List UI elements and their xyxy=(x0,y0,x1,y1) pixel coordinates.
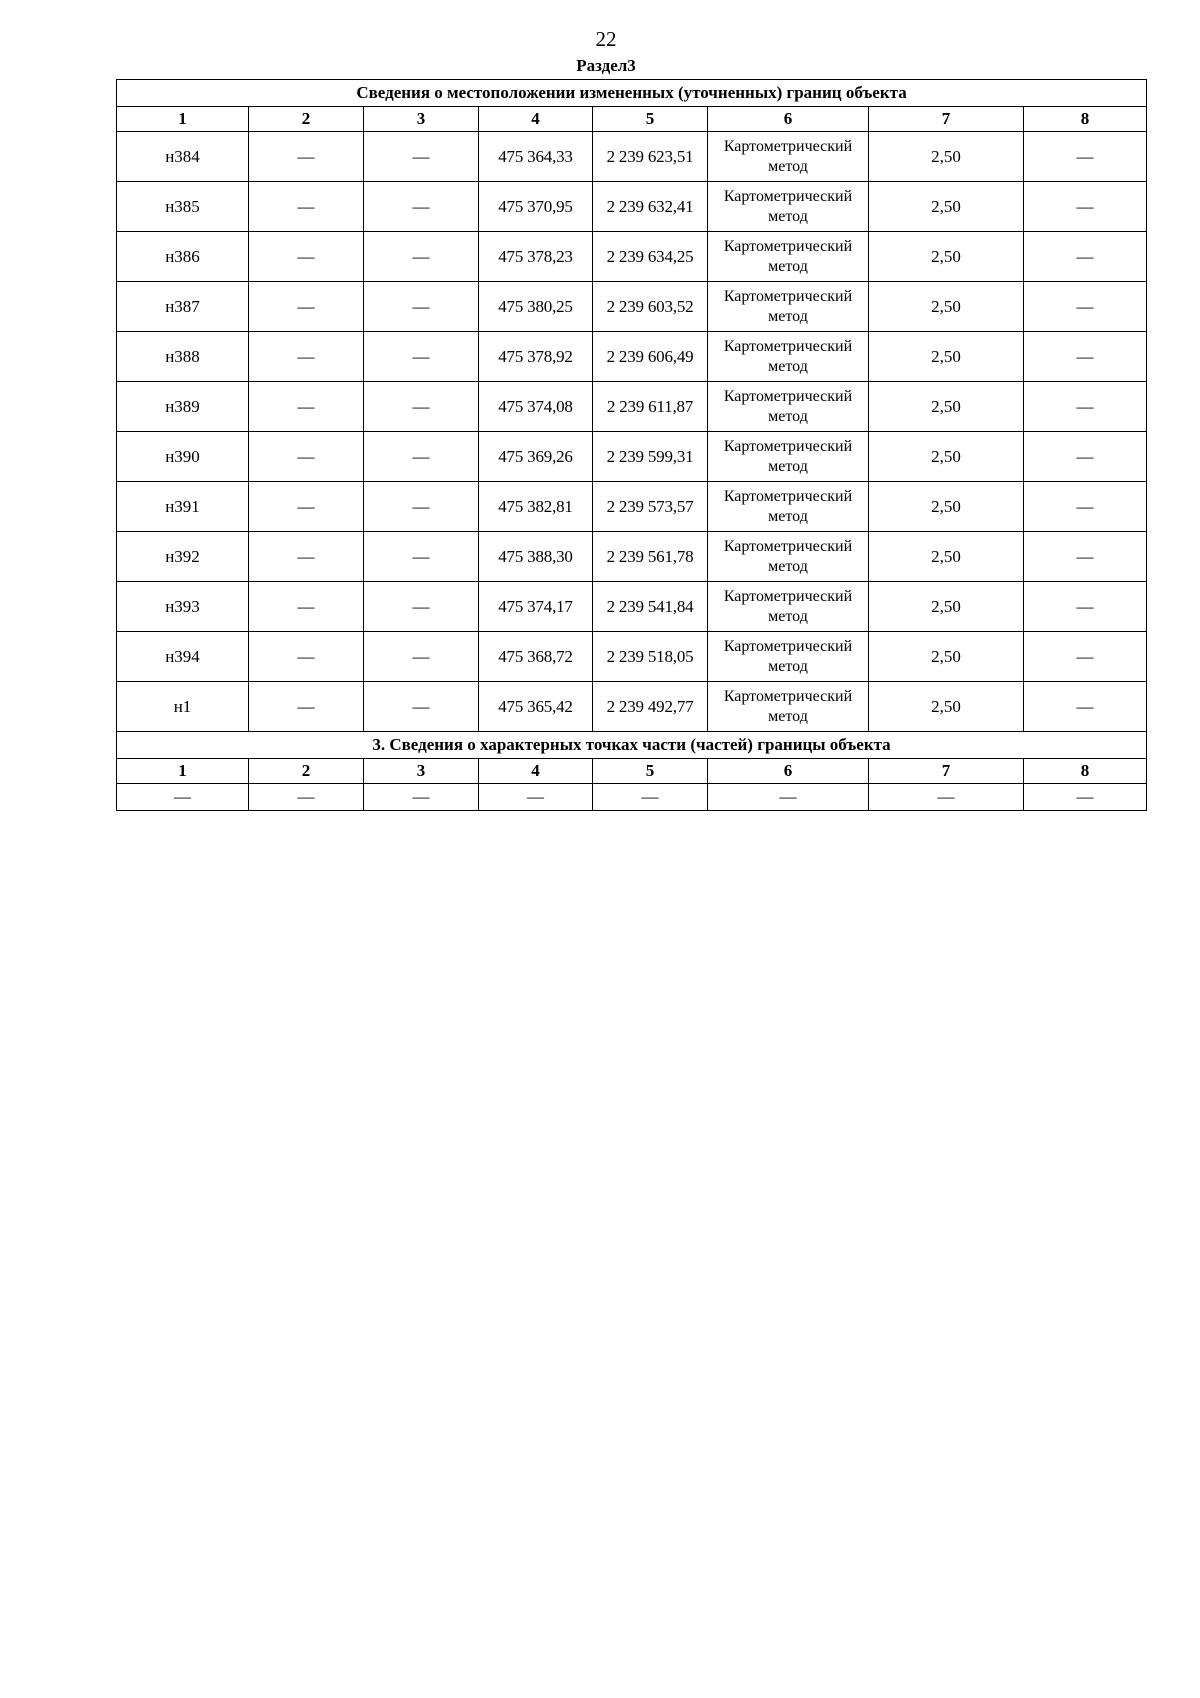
table1-header-row xyxy=(117,107,1147,132)
accuracy-cell: 2,50 xyxy=(869,582,1024,632)
empty-value-cell: — xyxy=(1024,182,1147,232)
boundary-table xyxy=(116,79,1147,811)
method-cell: Картометрический метод xyxy=(708,382,869,432)
y-coordinate-cell: 2 239 599,31 xyxy=(593,432,708,482)
empty-value-cell: — xyxy=(1024,282,1147,332)
boundary-table-body xyxy=(117,80,1147,811)
empty-value-cell: — xyxy=(249,432,364,482)
x-coordinate-cell: 475 378,23 xyxy=(479,232,593,282)
point-name-cell: н388 xyxy=(117,332,249,382)
method-cell: Картометрический метод xyxy=(708,282,869,332)
method-cell: Картометрический метод xyxy=(708,682,869,732)
empty-value-cell: — xyxy=(364,682,479,732)
column-header: 4 xyxy=(479,107,593,132)
table-row xyxy=(117,482,1147,532)
x-coordinate-cell: 475 369,26 xyxy=(479,432,593,482)
table-row xyxy=(117,232,1147,282)
accuracy-cell: 2,50 xyxy=(869,182,1024,232)
y-coordinate-cell: 2 239 611,87 xyxy=(593,382,708,432)
x-coordinate-cell: 475 382,81 xyxy=(479,482,593,532)
column-header: 5 xyxy=(593,107,708,132)
method-cell: Картометрический метод xyxy=(708,232,869,282)
column-header: 1 xyxy=(117,107,249,132)
x-coordinate-cell: 475 365,42 xyxy=(479,682,593,732)
column-header: 5 xyxy=(593,759,708,784)
table2-caption: 3. Сведения о характерных точках части (частей) границы объекта xyxy=(117,732,1147,759)
y-coordinate-cell: 2 239 606,49 xyxy=(593,332,708,382)
empty-value-cell: — xyxy=(364,132,479,182)
empty-value-cell: — xyxy=(249,632,364,682)
empty-value-cell: — xyxy=(1024,482,1147,532)
empty-value-cell: — xyxy=(1024,632,1147,682)
x-coordinate-cell: 475 370,95 xyxy=(479,182,593,232)
column-header: 7 xyxy=(869,759,1024,784)
table-row xyxy=(117,582,1147,632)
y-coordinate-cell: 2 239 492,77 xyxy=(593,682,708,732)
accuracy-cell: 2,50 xyxy=(869,532,1024,582)
point-name-cell: н391 xyxy=(117,482,249,532)
empty-value-cell: — xyxy=(364,282,479,332)
y-coordinate-cell: 2 239 561,78 xyxy=(593,532,708,582)
table2-header-row xyxy=(117,759,1147,784)
table-row xyxy=(117,432,1147,482)
empty-value-cell: — xyxy=(364,182,479,232)
empty-value-cell: — xyxy=(249,784,364,811)
point-name-cell: н387 xyxy=(117,282,249,332)
method-cell: Картометрический метод xyxy=(708,182,869,232)
point-name-cell: н394 xyxy=(117,632,249,682)
empty-value-cell: — xyxy=(1024,332,1147,382)
accuracy-cell: 2,50 xyxy=(869,282,1024,332)
point-name-cell: н386 xyxy=(117,232,249,282)
column-header: 8 xyxy=(1024,107,1147,132)
empty-value-cell: — xyxy=(249,382,364,432)
table-row xyxy=(117,282,1147,332)
x-coordinate-cell: 475 374,08 xyxy=(479,382,593,432)
empty-value-cell: — xyxy=(593,784,708,811)
x-coordinate-cell: 475 378,92 xyxy=(479,332,593,382)
column-header: 6 xyxy=(708,107,869,132)
x-coordinate-cell: 475 388,30 xyxy=(479,532,593,582)
empty-value-cell: — xyxy=(249,182,364,232)
empty-value-cell: — xyxy=(1024,382,1147,432)
empty-value-cell: — xyxy=(1024,232,1147,282)
x-coordinate-cell: 475 380,25 xyxy=(479,282,593,332)
empty-value-cell: — xyxy=(1024,582,1147,632)
table-row xyxy=(117,182,1147,232)
empty-value-cell: — xyxy=(364,632,479,682)
table-row xyxy=(117,784,1147,811)
table-row xyxy=(117,132,1147,182)
column-header: 3 xyxy=(364,107,479,132)
method-cell: Картометрический метод xyxy=(708,532,869,582)
y-coordinate-cell: 2 239 518,05 xyxy=(593,632,708,682)
empty-value-cell: — xyxy=(364,784,479,811)
empty-value-cell: — xyxy=(869,784,1024,811)
y-coordinate-cell: 2 239 632,41 xyxy=(593,182,708,232)
accuracy-cell: 2,50 xyxy=(869,232,1024,282)
method-cell: Картометрический метод xyxy=(708,482,869,532)
empty-value-cell: — xyxy=(249,332,364,382)
x-coordinate-cell: 475 374,17 xyxy=(479,582,593,632)
empty-value-cell: — xyxy=(364,582,479,632)
column-header: 3 xyxy=(364,759,479,784)
empty-value-cell: — xyxy=(364,532,479,582)
empty-value-cell: — xyxy=(117,784,249,811)
section-title: Раздел3 xyxy=(576,56,636,75)
y-coordinate-cell: 2 239 634,25 xyxy=(593,232,708,282)
column-header: 2 xyxy=(249,759,364,784)
table-row xyxy=(117,682,1147,732)
point-name-cell: н392 xyxy=(117,532,249,582)
empty-value-cell: — xyxy=(249,532,364,582)
column-header: 4 xyxy=(479,759,593,784)
table1-caption: Сведения о местоположении измененных (уточненных) границ объекта xyxy=(117,80,1147,107)
table-row xyxy=(117,532,1147,582)
accuracy-cell: 2,50 xyxy=(869,332,1024,382)
empty-value-cell: — xyxy=(1024,132,1147,182)
method-cell: Картометрический метод xyxy=(708,332,869,382)
column-header: 1 xyxy=(117,759,249,784)
y-coordinate-cell: 2 239 541,84 xyxy=(593,582,708,632)
accuracy-cell: 2,50 xyxy=(869,382,1024,432)
page-number: 22 xyxy=(595,27,617,51)
empty-value-cell: — xyxy=(708,784,869,811)
method-cell: Картометрический метод xyxy=(708,132,869,182)
empty-value-cell: — xyxy=(364,482,479,532)
table2-caption-row xyxy=(117,732,1147,759)
empty-value-cell: — xyxy=(1024,532,1147,582)
empty-value-cell: — xyxy=(249,232,364,282)
column-header: 6 xyxy=(708,759,869,784)
empty-value-cell: — xyxy=(249,482,364,532)
accuracy-cell: 2,50 xyxy=(869,432,1024,482)
accuracy-cell: 2,50 xyxy=(869,632,1024,682)
point-name-cell: н385 xyxy=(117,182,249,232)
empty-value-cell: — xyxy=(364,382,479,432)
empty-value-cell: — xyxy=(249,582,364,632)
table1-caption-row xyxy=(117,80,1147,107)
empty-value-cell: — xyxy=(364,432,479,482)
y-coordinate-cell: 2 239 573,57 xyxy=(593,482,708,532)
empty-value-cell: — xyxy=(479,784,593,811)
point-name-cell: н384 xyxy=(117,132,249,182)
column-header: 8 xyxy=(1024,759,1147,784)
method-cell: Картометрический метод xyxy=(708,582,869,632)
y-coordinate-cell: 2 239 603,52 xyxy=(593,282,708,332)
column-header: 2 xyxy=(249,107,364,132)
y-coordinate-cell: 2 239 623,51 xyxy=(593,132,708,182)
empty-value-cell: — xyxy=(1024,682,1147,732)
x-coordinate-cell: 475 368,72 xyxy=(479,632,593,682)
empty-value-cell: — xyxy=(1024,784,1147,811)
method-cell: Картометрический метод xyxy=(708,632,869,682)
column-header: 7 xyxy=(869,107,1024,132)
table-row xyxy=(117,632,1147,682)
empty-value-cell: — xyxy=(364,232,479,282)
table-row xyxy=(117,332,1147,382)
accuracy-cell: 2,50 xyxy=(869,682,1024,732)
empty-value-cell: — xyxy=(249,682,364,732)
empty-value-cell: — xyxy=(364,332,479,382)
point-name-cell: н393 xyxy=(117,582,249,632)
accuracy-cell: 2,50 xyxy=(869,482,1024,532)
x-coordinate-cell: 475 364,33 xyxy=(479,132,593,182)
empty-value-cell: — xyxy=(1024,432,1147,482)
point-name-cell: н389 xyxy=(117,382,249,432)
empty-value-cell: — xyxy=(249,132,364,182)
table-row xyxy=(117,382,1147,432)
point-name-cell: н1 xyxy=(117,682,249,732)
method-cell: Картометрический метод xyxy=(708,432,869,482)
accuracy-cell: 2,50 xyxy=(869,132,1024,182)
point-name-cell: н390 xyxy=(117,432,249,482)
empty-value-cell: — xyxy=(249,282,364,332)
